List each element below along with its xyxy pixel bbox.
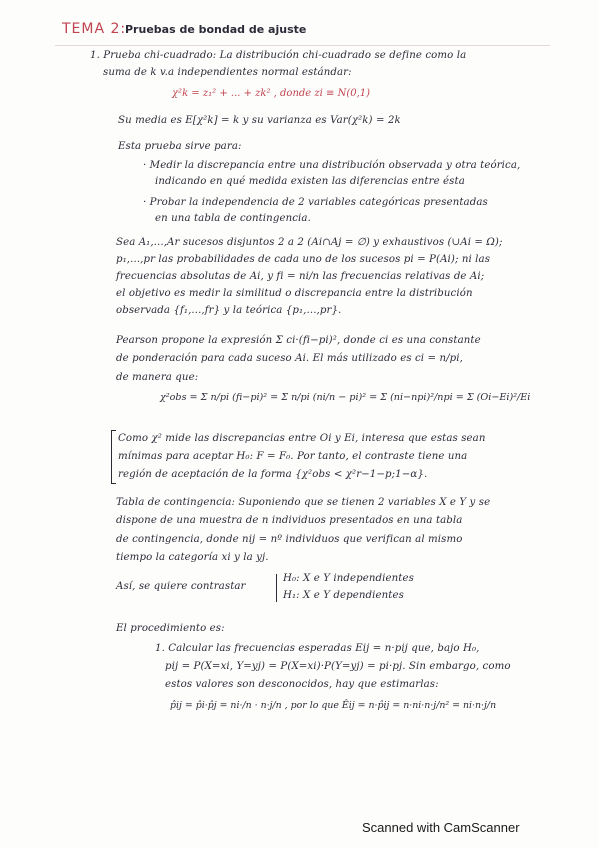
contingency-paragraph-line1: Tabla de contingencia: Suponiendo que se tienen 2 variables X e Y y se [116,497,491,508]
camscanner-watermark: Scanned with CamScanner [362,820,520,835]
note-bracket [111,430,116,484]
hypotheses-brace [276,574,281,602]
mean-variance-line: Su media es E[χ²k] = k y su varianza es Var(χ²k) = 2k [118,115,401,126]
pearson-paragraph-line2: de ponderación para cada suceso Ai. El más utilizado es ci = n/pi, [116,353,463,364]
chi-square-formula: χ²k = z₁² + ... + zk² , donde zi ≡ N(0,1) [172,88,371,99]
purpose-bullet-1-line1: · Medir la discrepancia entre una distribución observada y otra teórica, [143,160,521,171]
topic-title: Pruebas de bondad de ajuste [125,23,307,36]
procedure-heading: El procedimiento es: [116,623,225,634]
sets-paragraph-line4: el objetivo es medir la similitud o discrepancia entre la distribución [116,288,473,299]
contingency-paragraph-line2: dispone de una muestra de n individuos presentados en una tabla [116,515,463,526]
expected-frequency-formula: p̂ij = p̂i·p̂j = ni·/n · n·j/n , por lo que Êij = n·p̂ij = n·ni·n·j/n² = ni·n·j/n [170,700,497,711]
purpose-intro: Esta prueba sirve para: [118,141,242,152]
boxed-note-line2: mínimas para aceptar H₀: F = F₀. Por tanto, el contraste tiene una [118,451,468,462]
tema-heading: TEMA 2: [62,21,127,37]
boxed-note-line3: región de aceptación de la forma {χ²obs < χ²r−1−p;1−α}. [118,469,428,480]
pearson-statistic-formula: χ²obs = Σ n/pi (fi−pi)² = Σ n/pi (ni/n − pi)² = Σ (ni−npi)²/npi = Σ (Oi−Ei)²/Ei [160,392,531,403]
alternative-hypothesis: H₁: X e Y dependientes [283,590,404,601]
title-divider [55,45,550,46]
sets-paragraph-line2: p₁,...,pr las probabilidades de cada uno de los sucesos pi = P(Ai); ni las [116,254,491,265]
contingency-paragraph-line4: tiempo la categoría xi y la yj. [116,552,269,563]
chi-square-definition-line1: 1. Prueba chi-cuadrado: La distribución chi-cuadrado se define como la [90,50,467,61]
chi-square-definition-line2: suma de k v.a independientes normal estándar: [103,67,352,78]
contingency-paragraph-line3: de contingencia, donde nij = nº individuos que verifican al mismo [116,534,463,545]
purpose-bullet-2-line2: en una tabla de contingencia. [155,213,311,224]
purpose-bullet-1-line2: indicando en qué medida existen las diferencias entre ésta [155,176,465,187]
pearson-paragraph-line1: Pearson propone la expresión Σ ci·(fi−pi)², donde ci es una constante [116,335,481,346]
null-hypothesis: H₀: X e Y independientes [283,573,414,584]
sets-paragraph-line1: Sea A₁,...,Ar sucesos disjuntos 2 a 2 (Ai∩Aj = ∅) y exhaustivos (∪Ai = Ω); [116,237,503,248]
hypotheses-intro: Así, se quiere contrastar [116,581,246,592]
procedure-step1-line3: estos valores son desconocidos, hay que estimarlas: [165,679,439,690]
pearson-paragraph-line3: de manera que: [116,372,199,383]
sets-paragraph-line5: observada {f₁,...,fr} y la teórica {p₁,...,pr}. [116,305,342,316]
procedure-step1-line1: 1. Calcular las frecuencias esperadas Eij = n·pij que, bajo H₀, [155,643,480,654]
procedure-step1-line2: pij = P(X=xi, Y=yj) = P(X=xi)·P(Y=yj) = pi·pj. Sin embargo, como [165,661,511,672]
purpose-bullet-2-line1: · Probar la independencia de 2 variables categóricas presentadas [143,197,488,208]
sets-paragraph-line3: frecuencias absolutas de Ai, y fi = ni/n las frecuencias relativas de Ai; [116,271,485,282]
boxed-note-line1: Como χ² mide las discrepancias entre Oi y Ei, interesa que estas sean [118,433,486,444]
